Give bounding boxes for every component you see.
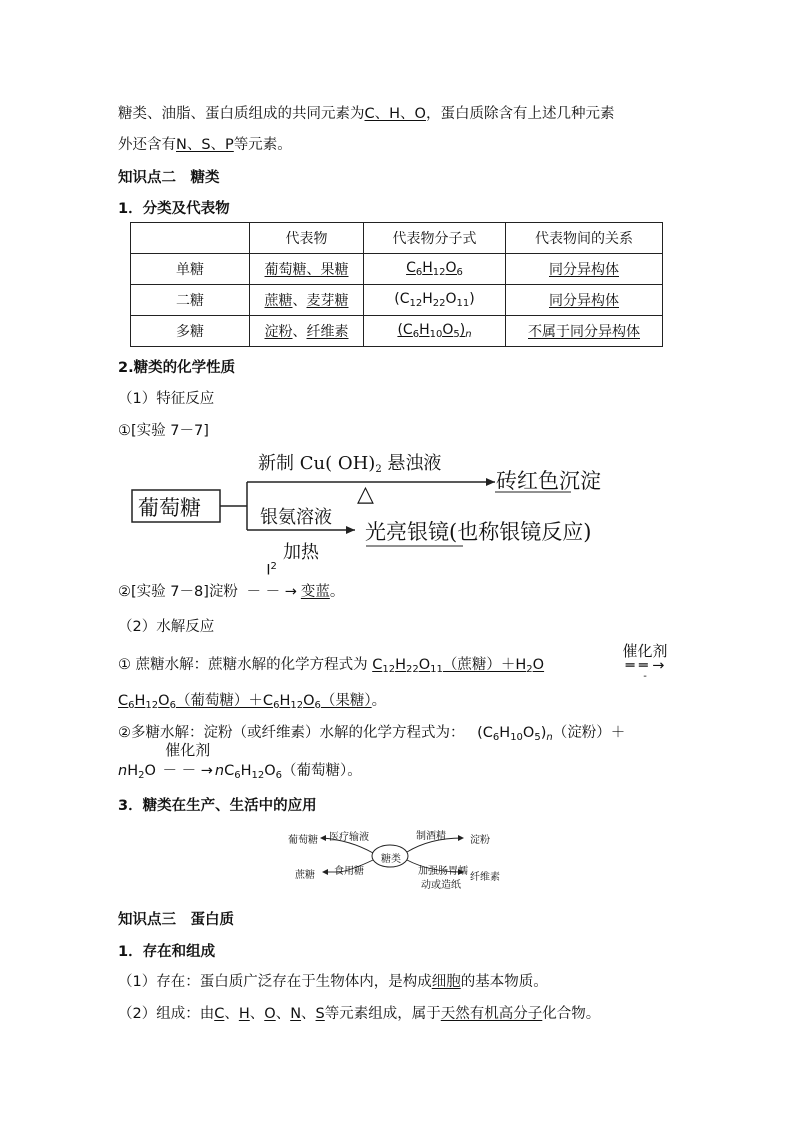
- sugar-type: 单糖: [131, 254, 250, 285]
- protein-existence: （1）存在：蛋白质广泛存在于生物体内，是构成细胞的基本物质。: [118, 974, 548, 990]
- mindmap-center: 糖类: [381, 854, 401, 865]
- protein-composition: （2）组成：由C、H、O、N、S等元素组成，属于天然有机高分子化合物。: [118, 1006, 601, 1022]
- representative: 葡萄糖、果糖: [250, 254, 364, 285]
- subheading-chemical-properties: 2.糖类的化学性质: [118, 360, 236, 376]
- sugar-classification-table: [130, 222, 663, 347]
- product-silver-mirror: 光亮银镜(也称银镜反应): [365, 520, 592, 544]
- heat-triangle-icon: △: [357, 482, 374, 507]
- mindmap-sucrose-use: 食用糖: [334, 866, 364, 877]
- reagent-silver-ammonia: 银氨溶液: [260, 507, 332, 528]
- relation: 同分异构体: [506, 254, 663, 285]
- sucrose-catalyst-arrow: 催化剂 ═ ═ → -: [622, 642, 668, 682]
- molecular-formula: $C_6H_{12}O_6$: [364, 254, 506, 285]
- glucose-label: 葡萄糖: [138, 496, 201, 520]
- sugar-type: 二糖: [131, 285, 250, 316]
- subheading-existence-composition: 1．存在和组成: [118, 944, 216, 960]
- product-brick-red-precipitate: 砖红色沉淀: [496, 469, 601, 493]
- representative: 蔗糖、麦芽糖: [250, 285, 364, 316]
- representative: 淀粉、纤维素: [250, 316, 364, 347]
- molecular-formula: $(C_{12}H_{22}O_{11})$: [364, 285, 506, 316]
- section-title-protein: 知识点三 蛋白质: [118, 912, 234, 928]
- mindmap-starch-use: 制酒精: [416, 831, 446, 842]
- turns-blue: 变蓝: [300, 584, 330, 600]
- poly-hydrolysis-line-1: ②多糖水解：淀粉（或纤维素）水解的化学方程式为： $(C_6H_{10}O_5)_n$（淀粉）＋: [118, 725, 626, 743]
- table-row: [131, 316, 663, 347]
- sugar-type: 多糖: [131, 316, 250, 347]
- intro-line-2: 外还含有N、S、P等元素。: [118, 137, 292, 153]
- table-header-row: [131, 223, 663, 254]
- hydrolysis-label: （2）水解反应: [118, 619, 215, 635]
- catalyst-arrow: 催化剂 － － →: [162, 741, 213, 779]
- reagent-fehling: 新制 Cu( $OH)_2$ 悬浊液: [258, 453, 442, 475]
- molecular-formula: $(C_6H_{10}O_5)_n$: [364, 316, 506, 347]
- subheading-applications: 3．糖类在生产、生活中的应用: [118, 798, 317, 814]
- arrowhead-1: [486, 478, 495, 486]
- subheading-classification: 1．分类及代表物: [118, 201, 230, 217]
- mindmap-cellulose: 纤维素: [470, 872, 500, 883]
- condition-heating: 加热: [283, 542, 319, 563]
- intro-line-1: 糖类、油脂、蛋白质组成的共同元素为C、H、O，蛋白质除含有上述几种元素: [118, 106, 615, 122]
- iodine-arrow: $I^2$ － － →: [246, 561, 297, 600]
- mindmap-sucrose: 蔗糖: [295, 870, 315, 881]
- table-row: [131, 254, 663, 285]
- relation: 不属于同分异构体: [506, 316, 663, 347]
- characteristic-reaction-label: （1）特征反应: [118, 391, 215, 407]
- poly-hydrolysis-line-2: $nH_2O$ 催化剂 － － → $nC_6H_{12}O_6$（葡萄糖）。: [118, 741, 362, 781]
- mindmap-starch: 淀粉: [470, 835, 490, 846]
- table-header-cell: [131, 223, 250, 254]
- mindmap-cellulose-use-2: 动或造纸: [421, 880, 461, 891]
- table-header-cell: 代表物分子式: [364, 223, 506, 254]
- mindmap-glucose-use: 医疗输液: [329, 832, 369, 843]
- sucrose-hydrolysis-line-1: ① 蔗糖水解：蔗糖水解的化学方程式为 $C_{12}H_{22}O_{11}$（蔗糖）$+H_2O$: [118, 657, 545, 675]
- arrowhead-2: [346, 526, 355, 534]
- table-header-cell: 代表物: [250, 223, 364, 254]
- mindmap-cellulose-use-1: 加强肠胃蠕: [418, 866, 468, 877]
- sucrose-hydrolysis-line-2: $C_6H_{12}O_6$（葡萄糖）$+C_6H_{12}O_6$（果糖）。: [118, 693, 387, 711]
- table-header-cell: 代表物间的关系: [506, 223, 663, 254]
- mindmap-glucose: 葡萄糖: [288, 835, 318, 846]
- table-row: [131, 285, 663, 316]
- extra-elements: N、S、P: [176, 137, 234, 153]
- experiment-7-7-label: ①[实验 7－7]: [118, 423, 209, 439]
- section-title-sugar: 知识点二 糖类: [118, 170, 220, 186]
- common-elements: C、H、O: [364, 106, 426, 122]
- relation: 同分异构体: [506, 285, 663, 316]
- experiment-7-8-line: ②[实验 7－8]淀粉 $I^2$ － － → 变蓝。: [118, 561, 345, 600]
